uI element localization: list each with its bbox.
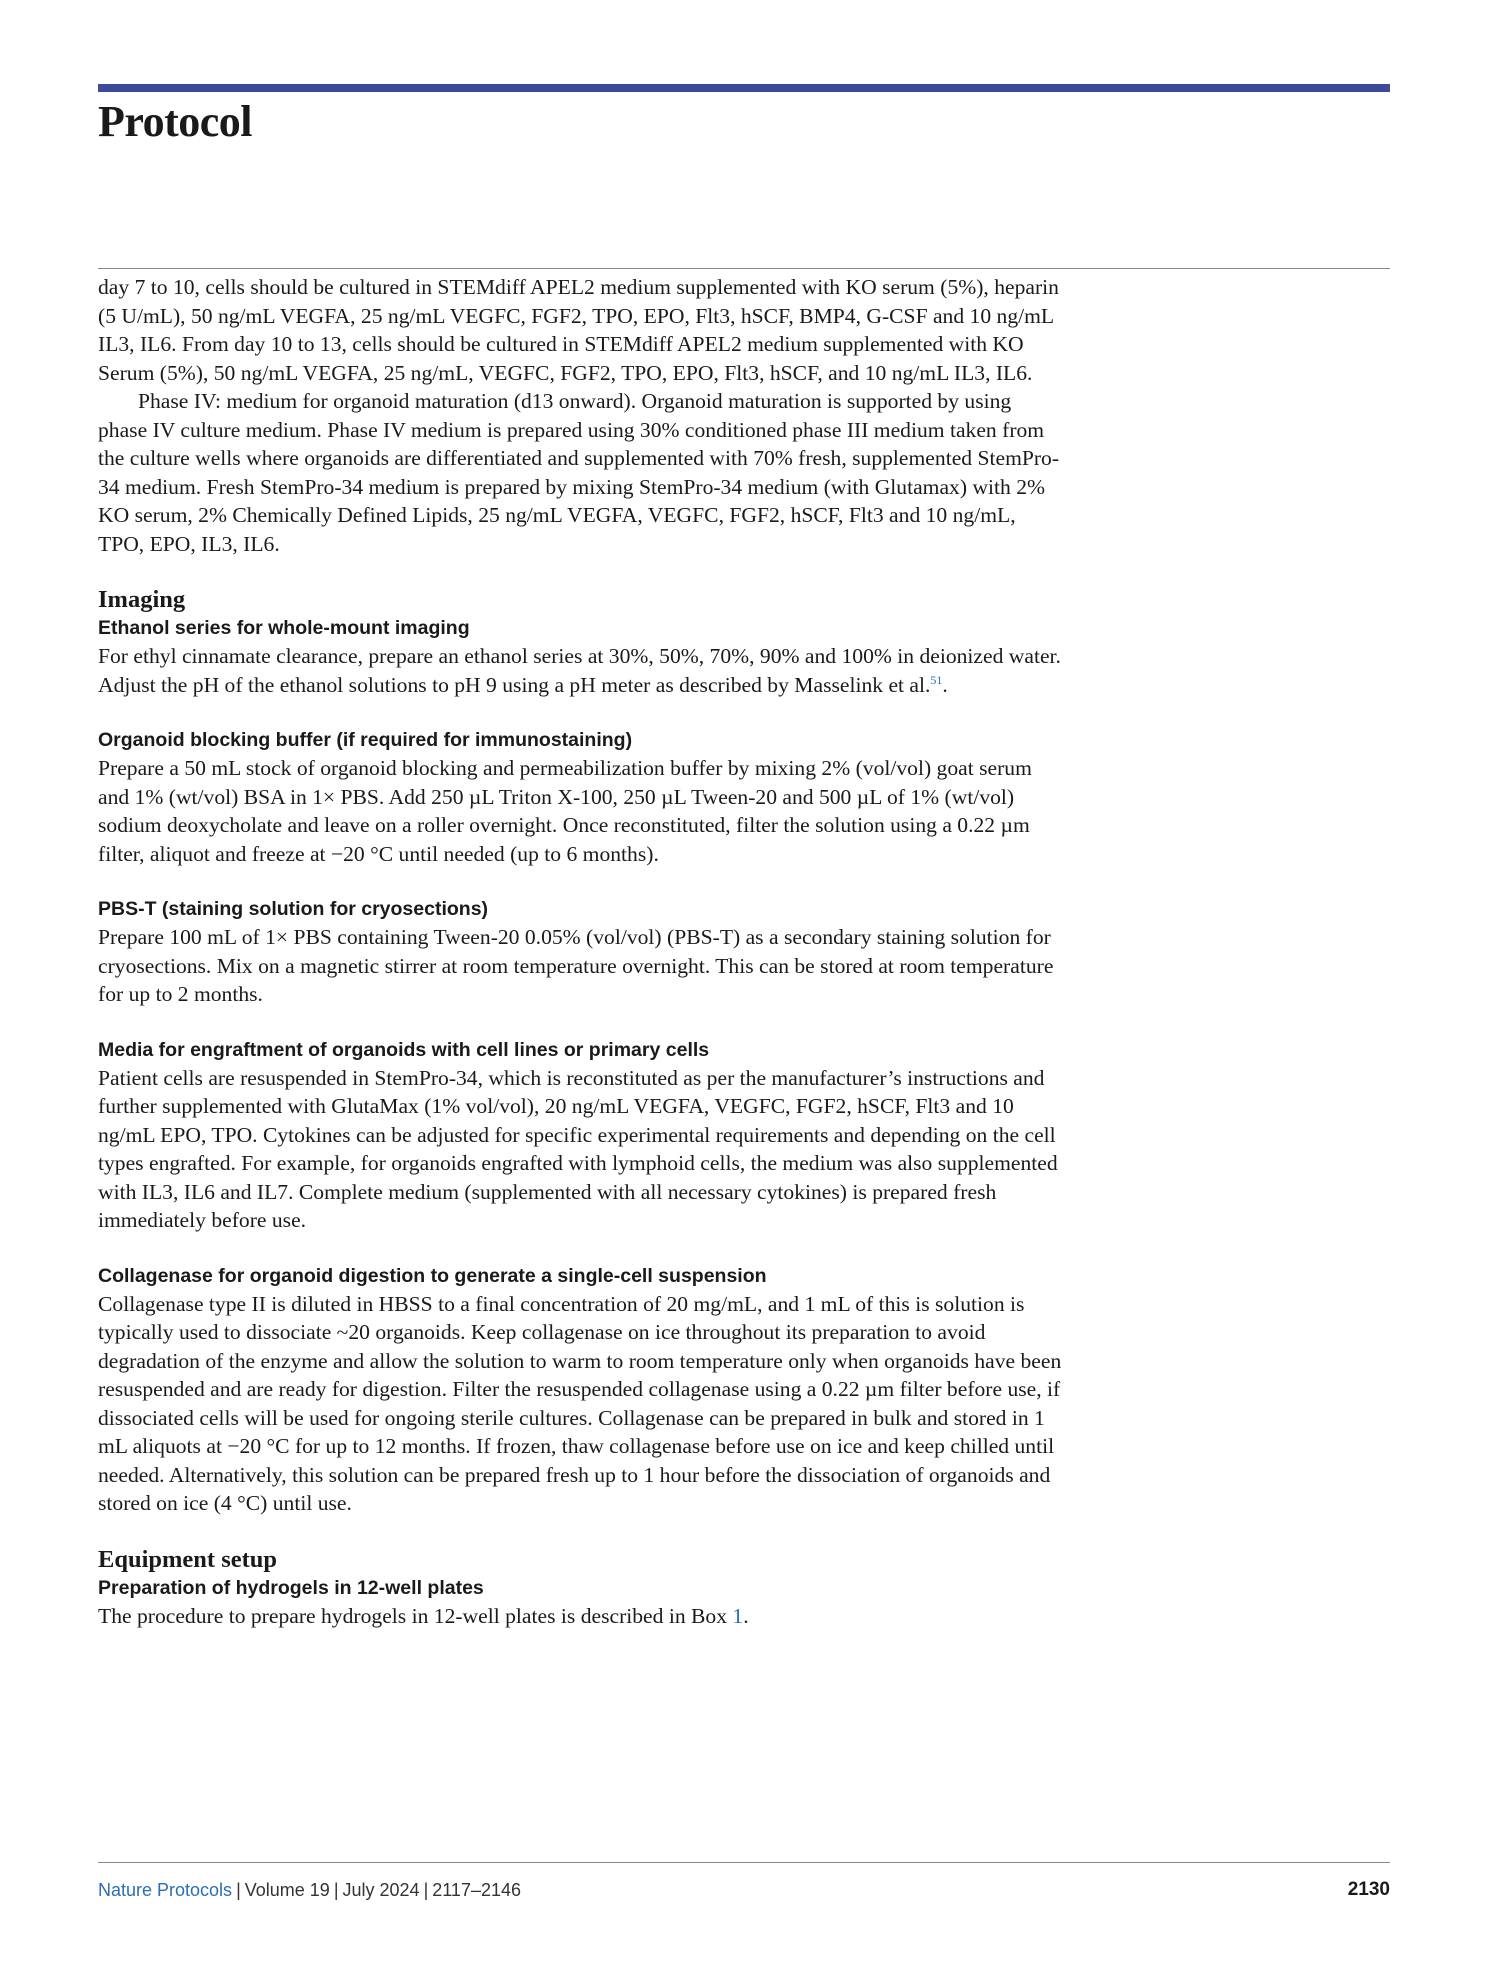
footer-citation <box>98 1880 521 1901</box>
header-accent-bar <box>98 84 1390 92</box>
separator: | <box>423 1880 429 1900</box>
paragraph: Phase IV: medium for organoid maturation (d13 onward). Organoid maturation is supported by using phase IV culture medium. Phase IV medium is prepared using 30% conditioned phase III medium taken from the culture wells where organoids are differentiated and supplemented with 70% fresh, supplemented StemPro-34 medium. Fresh StemPro-34 medium is prepared by mixing StemPro-34 medium (with Glutamax) with 2% KO serum, 2% Chemically Defined Lipids, 25 ng/mL VEGFA, VEGFC, FGF2, hSCF, Flt3 and 10 ng/mL, TPO, EPO, IL3, IL6. <box>98 389 1060 556</box>
reference-link[interactable]: 51 <box>930 672 943 687</box>
subheading-collagenase: Collagenase for organoid digestion to generate a single-cell suspension <box>98 1264 767 1287</box>
journal-link[interactable]: Nature Protocols <box>98 1880 233 1900</box>
paragraph <box>98 642 1063 699</box>
section-heading-imaging: Imaging <box>98 586 186 613</box>
header-divider <box>98 268 1390 269</box>
subheading-hydrogels: Preparation of hydrogels in 12-well plates <box>98 1576 484 1599</box>
separator: | <box>333 1880 339 1900</box>
period: . <box>942 672 948 697</box>
period: . <box>743 1603 749 1628</box>
subheading-engraftment-media: Media for engraftment of organoids with cell lines or primary cells <box>98 1038 710 1061</box>
separator: | <box>236 1880 241 1900</box>
article-body <box>98 273 1063 1630</box>
paragraph <box>98 1602 1063 1631</box>
paragraph: Collagenase type II is diluted in HBSS to a final concentration of 20 mg/mL, and 1 mL of this is solution is typically used to dissociate ~20 organoids. Keep collagenase on ice throughout its preparation to avoid degradation of the enzyme and allow the solution to warm to room temperature only when organoids have been resuspended and are ready for digestion. Filter the resuspended collagenase using a 0.22 µm filter before use, if dissociated cells will be used for ongoing sterile cultures. Collagenase can be prepared in bulk and stored in 1 mL aliquots at −20 °C for up to 12 months. If frozen, thaw collagenase before use on ice and keep chilled until needed. Alternatively, this solution can be prepared fresh up to 1 hour before the dissociation of organoids and stored on ice (4 °C) until use. <box>98 1291 1062 1515</box>
issue-date: July 2024 <box>342 1880 420 1900</box>
footer-divider <box>98 1862 1390 1863</box>
paragraph: Patient cells are resuspended in StemPro-34, which is reconstituted as per the manufacturer’s instructions and further supplemented with GlutaMax (1% vol/vol), 20 ng/mL VEGFA, VEGFC, FGF2, hSCF, Flt3 and 10 ng/mL EPO, TPO. Cytokines can be adjusted for specific experimental requirements and depending on the cell types engrafted. For example, for organoids engrafted with lymphoid cells, the medium was also supplemented with IL3, IL6 and IL7. Complete medium (supplemented with all necessary cytokines) is prepared fresh immediately before use. <box>98 1065 1058 1232</box>
page-number: 2130 <box>1347 1879 1390 1900</box>
paragraph: Prepare 100 mL of 1× PBS containing Tween-20 0.05% (vol/vol) (PBS-T) as a secondary staining solution for cryosections. Mix on a magnetic stirrer at room temperature overnight. This can be stored at room temperature for up to 2 months. <box>98 925 1054 1006</box>
subheading-ethanol: Ethanol series for whole-mount imaging <box>98 617 470 639</box>
paragraph-text: The procedure to prepare hydrogels in 12-well plates is described in Box <box>98 1603 733 1628</box>
paragraph-text: For ethyl cinnamate clearance, prepare an ethanol series at 30%, 50%, 70%, 90% and 100% in deionized water. Adjust the pH of the ethanol solutions to pH 9 using a pH meter as described by Masselink et al. <box>98 644 1061 697</box>
section-label: Protocol <box>98 97 253 146</box>
volume: Volume 19 <box>244 1880 330 1900</box>
paragraph: day 7 to 10, cells should be cultured in STEMdiff APEL2 medium supplemented with KO serum (5%), heparin (5 U/mL), 50 ng/mL VEGFA, 25 ng/mL VEGFC, FGF2, TPO, EPO, Flt3, hSCF, BMP4, G-CSF and 10 ng/mL IL3, IL6. From day 10 to 13, cells should be cultured in STEMdiff APEL2 medium supplemented with KO Serum (5%), 50 ng/mL VEGFA, 25 ng/mL, VEGFC, FGF2, TPO, EPO, Flt3, hSCF, and 10 ng/mL IL3, IL6. <box>98 275 1059 385</box>
page-range: 2117–2146 <box>432 1880 522 1900</box>
section-heading-equipment-setup: Equipment setup <box>98 1545 278 1573</box>
subheading-blocking-buffer: Organoid blocking buffer (if required for immunostaining) <box>98 729 633 751</box>
paragraph: Prepare a 50 mL stock of organoid blocking and permeabilization buffer by mixing 2% (vol/vol) goat serum and 1% (wt/vol) BSA in 1× PBS. Add 250 µL Triton X-100, 250 µL Tween-20 and 500 µL of 1% (wt/vol) sodium deoxycholate and leave on a roller overnight. Once reconstituted, filter the solution using a 0.22 µm filter, aliquot and freeze at −20 °C until needed (up to 6 months). <box>98 756 1032 866</box>
subheading-pbst: PBS-T (staining solution for cryosections) <box>98 898 489 920</box>
box-link[interactable]: 1 <box>732 1603 744 1628</box>
